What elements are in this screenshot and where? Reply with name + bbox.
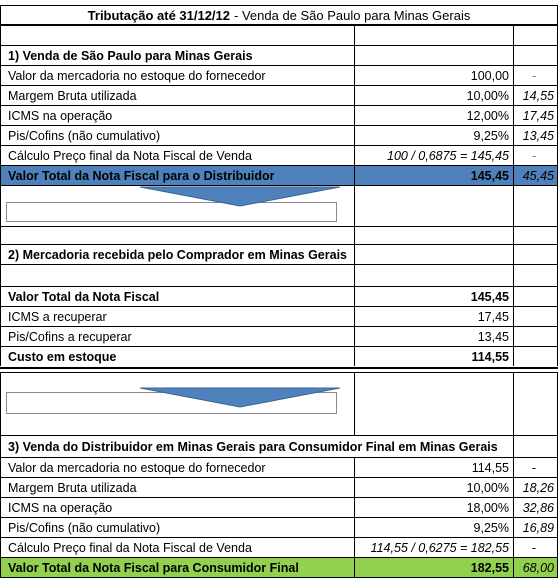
row-extra: 18,26 bbox=[513, 478, 558, 497]
row-value: 12,00% bbox=[354, 106, 513, 125]
section3-total-row bbox=[0, 557, 558, 578]
table-row bbox=[0, 286, 558, 306]
total-extra: 68,00 bbox=[513, 558, 558, 577]
row-value: 18,00% bbox=[354, 498, 513, 517]
table-row bbox=[0, 477, 558, 497]
row-extra: - bbox=[513, 538, 558, 557]
row-label: Pis/Cofins (não cumulativo) bbox=[0, 518, 354, 537]
row-label: Valor Total da Nota Fiscal bbox=[0, 287, 354, 306]
spacer-row bbox=[0, 226, 558, 244]
row-extra: 13,45 bbox=[513, 126, 558, 145]
section-separator bbox=[0, 367, 558, 369]
table-row bbox=[0, 326, 558, 346]
row-extra: - bbox=[513, 146, 558, 165]
title-bold: Tributação até 31/12/12 bbox=[87, 7, 231, 23]
row-label: Margem Bruta utilizada bbox=[0, 478, 354, 497]
row-label: Custo em estoque bbox=[0, 347, 354, 366]
section3-heading: 3) Venda do Distribuidor em Minas Gerais para Consumidor Final em Minas Gerais bbox=[0, 436, 354, 457]
row-value: 9,25% bbox=[354, 518, 513, 537]
row-value: 114,55 bbox=[354, 347, 513, 366]
row-label: Pis/Cofins (não cumulativo) bbox=[0, 126, 354, 145]
table-row bbox=[0, 65, 558, 85]
table-row bbox=[0, 346, 558, 366]
table-row bbox=[0, 517, 558, 537]
table-row bbox=[0, 85, 558, 105]
table-row bbox=[0, 306, 558, 326]
row-label: ICMS a recuperar bbox=[0, 307, 354, 326]
row-label: ICMS na operação bbox=[0, 106, 354, 125]
row-extra: 14,55 bbox=[513, 86, 558, 105]
total-value: 145,45 bbox=[354, 166, 513, 185]
row-label: ICMS na operação bbox=[0, 498, 354, 517]
table-row bbox=[0, 457, 558, 477]
row-label: Cálculo Preço final da Nota Fiscal de Venda bbox=[0, 538, 354, 557]
section1-heading-row bbox=[0, 45, 558, 65]
row-label: Valor da mercadoria no estoque do fornecedor bbox=[0, 66, 354, 85]
section3-heading-row bbox=[0, 435, 558, 457]
table-row bbox=[0, 105, 558, 125]
total-value: 182,55 bbox=[354, 558, 513, 577]
row-extra: - bbox=[513, 458, 558, 477]
row-value: 13,45 bbox=[354, 327, 513, 346]
row-value: 145,45 bbox=[354, 287, 513, 306]
total-label: Valor Total da Nota Fiscal para Consumidor Final bbox=[0, 558, 354, 577]
row-value: 114,55 bbox=[354, 458, 513, 477]
section1-total-row bbox=[0, 165, 558, 186]
down-arrow-icon bbox=[140, 387, 340, 409]
table-row bbox=[0, 497, 558, 517]
row-label: Valor da mercadoria no estoque do fornecedor bbox=[0, 458, 354, 477]
section1-heading: 1) Venda de São Paulo para Minas Gerais bbox=[0, 46, 354, 65]
row-extra: 16,89 bbox=[513, 518, 558, 537]
row-value: 10,00% bbox=[354, 478, 513, 497]
row-label: Pis/Cofins a recuperar bbox=[0, 327, 354, 346]
row-extra: - bbox=[513, 66, 558, 85]
title-rest: - Venda de São Paulo para Minas Gerais bbox=[234, 7, 471, 23]
table-row bbox=[0, 145, 558, 165]
spacer-row bbox=[0, 25, 558, 45]
down-arrow-icon bbox=[140, 186, 340, 208]
section2-heading: 2) Mercadoria recebida pelo Comprador em Minas Gerais bbox=[0, 245, 354, 264]
total-extra: 45,45 bbox=[513, 166, 558, 185]
total-label: Valor Total da Nota Fiscal para o Distribuidor bbox=[0, 166, 354, 185]
row-extra: 17,45 bbox=[513, 106, 558, 125]
table-row bbox=[0, 125, 558, 145]
row-value: 114,55 / 0,6275 = 182,55 bbox=[354, 538, 513, 557]
row-value: 100 / 0,6875 = 145,45 bbox=[354, 146, 513, 165]
row-value: 100,00 bbox=[354, 66, 513, 85]
table-row bbox=[0, 537, 558, 557]
sheet-title bbox=[0, 5, 558, 25]
row-label: Cálculo Preço final da Nota Fiscal de Venda bbox=[0, 146, 354, 165]
row-label: Margem Bruta utilizada bbox=[0, 86, 354, 105]
row-value: 9,25% bbox=[354, 126, 513, 145]
row-value: 17,45 bbox=[354, 307, 513, 326]
row-value: 10,00% bbox=[354, 86, 513, 105]
spacer-row bbox=[0, 264, 558, 286]
row-extra: 32,86 bbox=[513, 498, 558, 517]
section2-heading-row bbox=[0, 244, 558, 264]
